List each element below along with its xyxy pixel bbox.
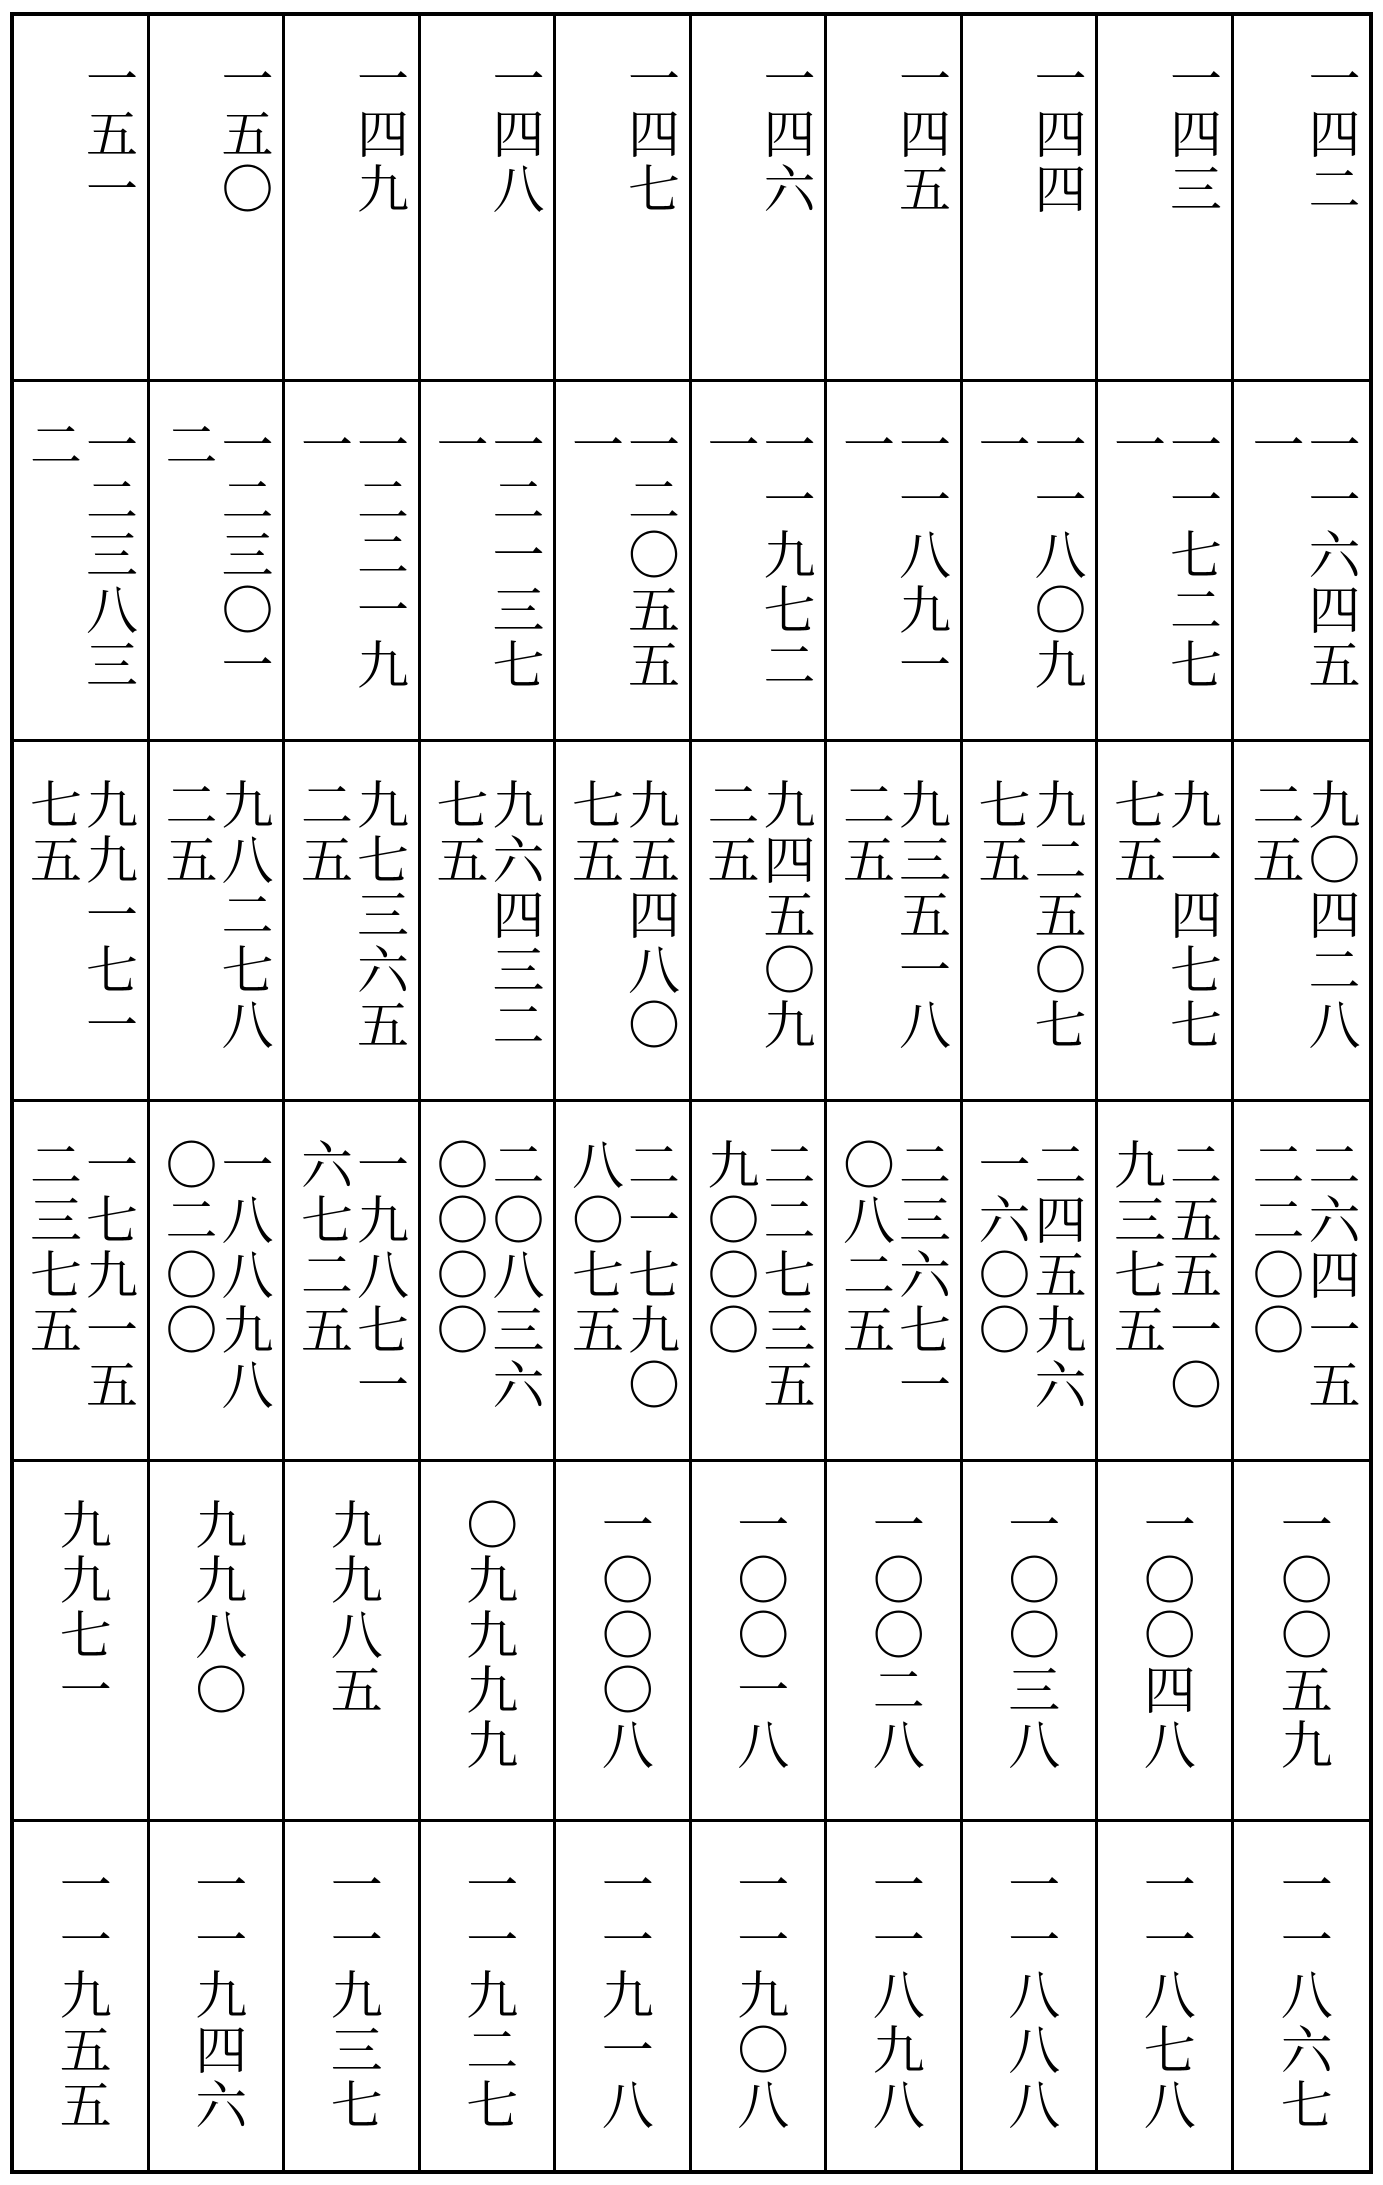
table-cell — [692, 382, 828, 742]
table-cell — [285, 1462, 421, 1822]
cell-content — [285, 1138, 418, 1449]
cell-content — [556, 1858, 689, 2160]
table-cell — [963, 382, 1099, 742]
table-cell — [963, 1822, 1099, 2170]
cell-content — [14, 1858, 147, 2160]
cell-content — [150, 1498, 283, 1809]
table-cell — [1098, 1822, 1234, 2170]
cell-main-text: 二六四一五 — [1299, 1138, 1359, 1413]
cell-main-text: 一四六 — [754, 52, 814, 217]
cell-sub-text: 二三七五 — [20, 1138, 81, 1358]
cell-sub-text: 二五 — [833, 778, 894, 888]
cell-main-text: 一一九〇八 — [727, 1858, 788, 2133]
cell-main-text: 一四八 — [483, 52, 543, 217]
cell-sub-text: 一六〇〇 — [969, 1138, 1029, 1358]
cell-main-text: 一一九四六 — [185, 1858, 246, 2133]
cell-content — [692, 1498, 825, 1809]
cell-sub-text: 七五 — [20, 778, 81, 888]
cell-content — [14, 778, 147, 1089]
cell-content — [14, 52, 147, 369]
table-cell — [827, 16, 963, 382]
cell-main-text: 一二一三七 — [483, 418, 543, 693]
cell-main-text: 一一九一八 — [592, 1858, 653, 2133]
table-cell — [285, 742, 421, 1102]
cell-main-text: 九四五〇九 — [754, 778, 814, 1053]
table-cell — [1234, 742, 1370, 1102]
cell-main-text: 〇九九九九 — [456, 1498, 517, 1773]
cell-content — [285, 778, 418, 1089]
cell-sub-text: 二 — [156, 418, 216, 473]
cell-content — [1234, 418, 1370, 729]
table-cell — [1098, 1462, 1234, 1822]
cell-content — [150, 418, 283, 729]
table-cell — [963, 1102, 1099, 1462]
table-cell — [14, 742, 150, 1102]
table-cell — [1098, 382, 1234, 742]
cell-main-text: 一四四 — [1025, 52, 1085, 217]
cell-main-text: 九〇四二八 — [1299, 778, 1359, 1053]
cell-sub-text: 九〇〇〇 — [698, 1138, 758, 1358]
cell-main-text: 一五一 — [76, 52, 137, 217]
cell-content — [827, 1498, 960, 1809]
cell-main-text: 一〇〇二八 — [863, 1498, 924, 1773]
cell-main-text: 二一七九〇 — [618, 1138, 679, 1413]
table-cell — [150, 742, 286, 1102]
table-cell — [556, 1102, 692, 1462]
cell-content — [827, 52, 960, 369]
cell-sub-text: 七五 — [427, 778, 487, 888]
cell-content — [421, 778, 554, 1089]
cell-sub-text: 一 — [562, 418, 623, 473]
cell-sub-text: 〇〇〇〇 — [427, 1138, 487, 1358]
cell-sub-text: 一 — [427, 418, 487, 473]
cell-main-text: 九三五一八 — [889, 778, 950, 1053]
table-cell — [556, 1822, 692, 2170]
cell-sub-text: 一 — [833, 418, 894, 473]
table-cell — [150, 16, 286, 382]
cell-content — [1234, 778, 1370, 1089]
table-cell — [1098, 1102, 1234, 1462]
table-cell — [963, 742, 1099, 1102]
cell-content — [692, 778, 825, 1089]
table-cell — [421, 1102, 557, 1462]
cell-sub-text: 二五 — [698, 778, 758, 888]
cell-sub-text: 一 — [969, 418, 1029, 473]
cell-content — [1098, 1138, 1231, 1449]
cell-content — [14, 1498, 147, 1809]
table-cell — [963, 1462, 1099, 1822]
table-cell — [150, 382, 286, 742]
cell-main-text: 一四七 — [618, 52, 679, 217]
cell-main-text: 九七三六五 — [347, 778, 408, 1053]
cell-main-text: 一二二一九 — [347, 418, 408, 693]
cell-main-text: 二五五一〇 — [1160, 1138, 1221, 1413]
cell-main-text: 一二三〇一 — [212, 418, 272, 693]
cell-content — [14, 1138, 147, 1449]
cell-sub-text: 二五 — [156, 778, 216, 888]
cell-main-text: 一〇〇一八 — [727, 1498, 788, 1773]
cell-content — [556, 1138, 689, 1449]
table-cell — [827, 742, 963, 1102]
table-cell — [827, 382, 963, 742]
cell-sub-text: 七五 — [562, 778, 623, 888]
cell-main-text: 一一八〇九 — [1025, 418, 1085, 693]
cell-content — [150, 1138, 283, 1449]
table-cell — [421, 1822, 557, 2170]
cell-main-text: 九九一七一 — [76, 778, 137, 1053]
table-cell — [14, 1462, 150, 1822]
cell-main-text: 九五四八〇 — [618, 778, 679, 1053]
cell-main-text: 一一八九八 — [863, 1858, 924, 2133]
cell-content — [150, 1858, 283, 2160]
cell-main-text: 九一四七七 — [1160, 778, 1221, 1053]
cell-content — [556, 1498, 689, 1809]
cell-content — [692, 1858, 825, 2160]
cell-main-text: 一八八九八 — [212, 1138, 272, 1413]
cell-main-text: 一一七二七 — [1160, 418, 1221, 693]
cell-content — [692, 52, 825, 369]
cell-content — [963, 52, 1096, 369]
cell-main-text: 一七九一五 — [76, 1138, 137, 1413]
table-cell — [285, 1822, 421, 2170]
table-cell — [692, 1822, 828, 2170]
cell-main-text: 九二五〇七 — [1025, 778, 1085, 1053]
cell-main-text: 一二〇五五 — [618, 418, 679, 693]
cell-content — [963, 418, 1096, 729]
cell-content — [1234, 1138, 1370, 1449]
table-cell — [14, 1822, 150, 2170]
table-cell — [1234, 1102, 1370, 1462]
table-cell — [421, 16, 557, 382]
cell-content — [692, 418, 825, 729]
cell-content — [285, 1498, 418, 1809]
cell-content — [285, 52, 418, 369]
cell-content — [285, 418, 418, 729]
cell-main-text: 九六四三二 — [483, 778, 543, 1053]
table-cell — [827, 1822, 963, 2170]
cell-sub-text: 二五 — [291, 778, 352, 888]
table-cell — [963, 16, 1099, 382]
cell-main-text: 九九八五 — [321, 1498, 382, 1718]
table-cell — [14, 382, 150, 742]
cell-sub-text: 六七二五 — [291, 1138, 352, 1358]
cell-main-text: 一一八九一 — [889, 418, 950, 693]
cell-content — [556, 778, 689, 1089]
cell-content — [1098, 1858, 1231, 2160]
cell-content — [963, 1858, 1096, 2160]
cell-content — [285, 1858, 418, 2160]
cell-sub-text: 〇二〇〇 — [156, 1138, 216, 1358]
cell-main-text: 一一六四五 — [1299, 418, 1359, 693]
cell-main-text: 一一八六七 — [1271, 1858, 1332, 2133]
cell-content — [14, 418, 147, 729]
table-cell — [1234, 1462, 1370, 1822]
cell-sub-text: 二 — [20, 418, 81, 473]
table-cell — [1234, 16, 1370, 382]
table-cell — [556, 1462, 692, 1822]
cell-content — [692, 1138, 825, 1449]
cell-main-text: 二三六七一 — [889, 1138, 950, 1413]
cell-main-text: 一〇〇〇八 — [592, 1498, 653, 1773]
cell-content — [150, 52, 283, 369]
cell-main-text: 九九八〇 — [185, 1498, 246, 1718]
table-cell — [1098, 16, 1234, 382]
table-cell — [150, 1462, 286, 1822]
table-cell — [150, 1102, 286, 1462]
cell-sub-text: 〇八二五 — [833, 1138, 894, 1358]
cell-main-text: 一一八七八 — [1134, 1858, 1195, 2133]
cell-main-text: 一一九二七 — [456, 1858, 517, 2133]
table-cell — [1234, 382, 1370, 742]
cell-sub-text: 二二〇〇 — [1243, 1138, 1303, 1358]
number-table — [10, 12, 1373, 2174]
table-cell — [827, 1462, 963, 1822]
cell-content — [421, 1498, 554, 1809]
cell-content — [1098, 52, 1231, 369]
table-cell — [556, 16, 692, 382]
cell-main-text: 一九八七一 — [347, 1138, 408, 1413]
cell-main-text: 九八二七八 — [212, 778, 272, 1053]
table-cell — [14, 16, 150, 382]
cell-main-text: 一四三 — [1160, 52, 1221, 217]
cell-main-text: 一一九七二 — [754, 418, 814, 693]
cell-main-text: 九九七一 — [50, 1498, 111, 1718]
cell-main-text: 二二七三五 — [754, 1138, 814, 1413]
cell-content — [827, 778, 960, 1089]
cell-content — [1234, 1858, 1370, 2160]
table-cell — [14, 1102, 150, 1462]
cell-sub-text: 一 — [698, 418, 758, 473]
cell-sub-text: 八〇七五 — [562, 1138, 623, 1358]
table-cell — [827, 1102, 963, 1462]
cell-content — [1234, 1498, 1370, 1809]
table-cell — [692, 742, 828, 1102]
cell-content — [556, 418, 689, 729]
cell-sub-text: 七五 — [1104, 778, 1165, 888]
cell-main-text: 一〇〇五九 — [1271, 1498, 1332, 1773]
cell-sub-text: 一 — [291, 418, 352, 473]
cell-content — [150, 778, 283, 1089]
cell-main-text: 一四二 — [1299, 52, 1359, 217]
cell-content — [421, 1858, 554, 2160]
cell-main-text: 一二三八三 — [76, 418, 137, 693]
table-cell — [421, 1462, 557, 1822]
table-cell — [421, 742, 557, 1102]
cell-content — [963, 1498, 1096, 1809]
cell-content — [1098, 418, 1231, 729]
table-cell — [692, 16, 828, 382]
cell-main-text: 一一九三七 — [321, 1858, 382, 2133]
cell-main-text: 一五〇 — [212, 52, 272, 217]
table-cell — [285, 16, 421, 382]
cell-main-text: 一〇〇四八 — [1134, 1498, 1195, 1773]
table-cell — [285, 382, 421, 742]
cell-main-text: 一一九五五 — [50, 1858, 111, 2133]
cell-content — [963, 778, 1096, 1089]
cell-content — [827, 1138, 960, 1449]
cell-main-text: 一四五 — [889, 52, 950, 217]
table-cell — [421, 382, 557, 742]
cell-sub-text: 一 — [1243, 418, 1303, 473]
table-cell — [150, 1822, 286, 2170]
cell-content — [1098, 778, 1231, 1089]
cell-main-text: 二四五九六 — [1025, 1138, 1085, 1413]
cell-content — [421, 52, 554, 369]
cell-content — [556, 52, 689, 369]
table-cell — [692, 1102, 828, 1462]
cell-content — [963, 1138, 1096, 1449]
cell-sub-text: 一 — [1104, 418, 1165, 473]
cell-content — [1098, 1498, 1231, 1809]
cell-main-text: 一一八八八 — [998, 1858, 1059, 2133]
table-cell — [556, 742, 692, 1102]
cell-content — [421, 1138, 554, 1449]
table-cell — [692, 1462, 828, 1822]
cell-content — [1234, 52, 1370, 369]
table-cell — [1098, 742, 1234, 1102]
cell-content — [827, 1858, 960, 2160]
cell-sub-text: 二五 — [1243, 778, 1303, 888]
cell-main-text: 一四九 — [347, 52, 408, 217]
cell-main-text: 一〇〇三八 — [998, 1498, 1059, 1773]
cell-main-text: 二〇八三六 — [483, 1138, 543, 1413]
table-cell — [556, 382, 692, 742]
table-cell — [1234, 1822, 1370, 2170]
cell-content — [827, 418, 960, 729]
cell-sub-text: 七五 — [969, 778, 1029, 888]
cell-sub-text: 九三七五 — [1104, 1138, 1165, 1358]
cell-content — [421, 418, 554, 729]
table-cell — [285, 1102, 421, 1462]
